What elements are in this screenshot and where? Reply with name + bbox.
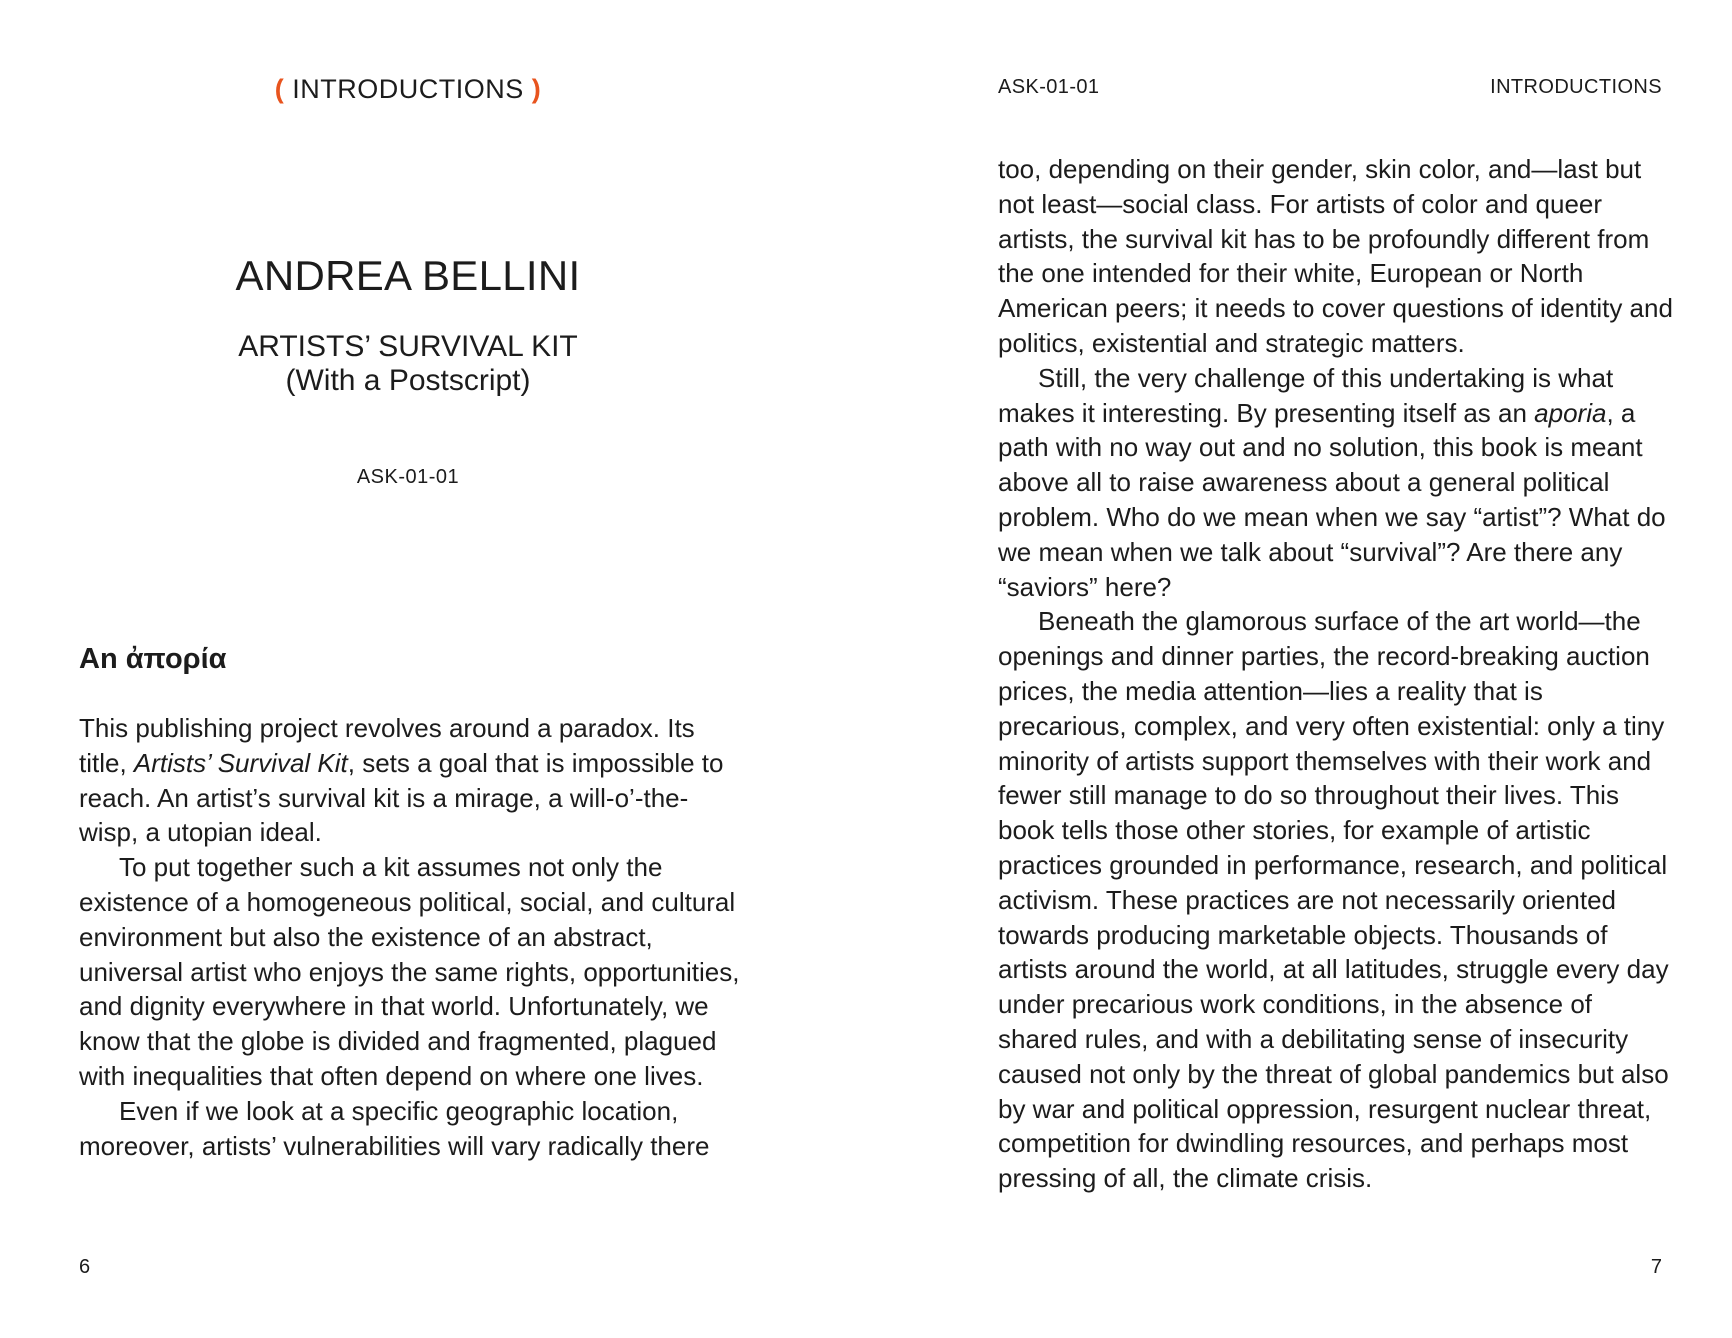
paragraph-3: Even if we look at a specific geographic location, moreover, artists’ vulnerabilities will vary radically there — [79, 1095, 710, 1161]
essay-title-line-1: ARTISTS’ SURVIVAL KIT — [238, 330, 578, 363]
paragraph-continued: too, depending on their gender, skin color, and—last but not least—social class. For artists of color and queer artists, the survival kit has to be profoundly different from the one intended for their white, European or North American peers; it needs to cover questions of identity and politics, existential and strategic matters. — [998, 154, 1673, 358]
paragraph-1 — [79, 711, 747, 850]
essay-code: ASK-01-01 — [356, 466, 460, 488]
page-number-right: 7 — [1650, 1256, 1662, 1278]
paragraph-5: Beneath the glamorous surface of the art world—the openings and dinner parties, the record-breaking auction prices, the media attention—lies a reality that is precarious, complex, and very often existential: only a tiny minority of artists support themselves with their work and fewer still manage to do so throughout their lives. This book tells those other stories, for example of artistic practices grounded in performance, research, and political activism. These practices are not necessarily oriented towards producing marketable objects. Thousands of artists around the world, at all latitudes, struggle every day under precarious work conditions, in the absence of shared rules, and with a debilitating sense of insecurity caused not only by the threat of global pandemics but also by war and political oppression, resurgent nuclear threat, competition for dwindling resources, and perhaps most pressing of all, the climate crisis. — [998, 606, 1669, 1194]
subheading — [79, 643, 227, 676]
paragraph-2: To put together such a kit assumes not only the existence of a homogeneous political, social, and cultural environment but also the existence of an abstract, universal artist who enjoys the same rights, opportunities, and dignity everywhere in that world. Unfortunately, we know that the globe is divided and fragmented, plagued with inequalities that often depend on where one lives. — [79, 852, 740, 1091]
section-close-paren: ) — [531, 74, 542, 104]
subheading-prefix: An — [79, 643, 118, 675]
section-label — [80, 74, 736, 105]
author-name: ANDREA BELLINI — [235, 252, 581, 299]
paragraph-1-a: This publishing project revolves around a paradox. Its title, — [79, 713, 695, 778]
paragraph-4-b: , a path with no way out and no solution, this book is meant above all to raise awareness about a general political problem. Who do we mean when we say “artist”? What do we mean when we talk about “survival”? Are there any “saviors” here? — [998, 397, 1666, 602]
section-open-paren: ( — [274, 74, 285, 104]
subheading-greek: ἀπορία — [125, 643, 227, 675]
body-text-left — [79, 711, 747, 1163]
essay-title-line-2: (With a Postscript) — [285, 364, 531, 397]
aporia-italic: aporia — [1534, 397, 1607, 428]
body-text-right — [998, 152, 1678, 1196]
book-title-italic: Artists’ Survival Kit — [133, 747, 348, 778]
section-label-text: INTRODUCTIONS — [292, 74, 524, 104]
paragraph-4-a: Still, the very challenge of this undertaking is what makes it interesting. By presenting itself as an — [998, 362, 1614, 428]
essay-title — [80, 330, 736, 398]
right-page — [866, 0, 1732, 1338]
page-number-left: 6 — [79, 1256, 91, 1278]
running-head-code: ASK-01-01 — [998, 76, 1100, 98]
running-head-section: INTRODUCTIONS — [1490, 76, 1662, 98]
paragraph-1-b: , sets a goal that is impossible to reach. An artist’s survival kit is a mirage, a will-o’-the-wisp, a utopian ideal. — [79, 747, 724, 848]
paragraph-4 — [998, 361, 1678, 605]
